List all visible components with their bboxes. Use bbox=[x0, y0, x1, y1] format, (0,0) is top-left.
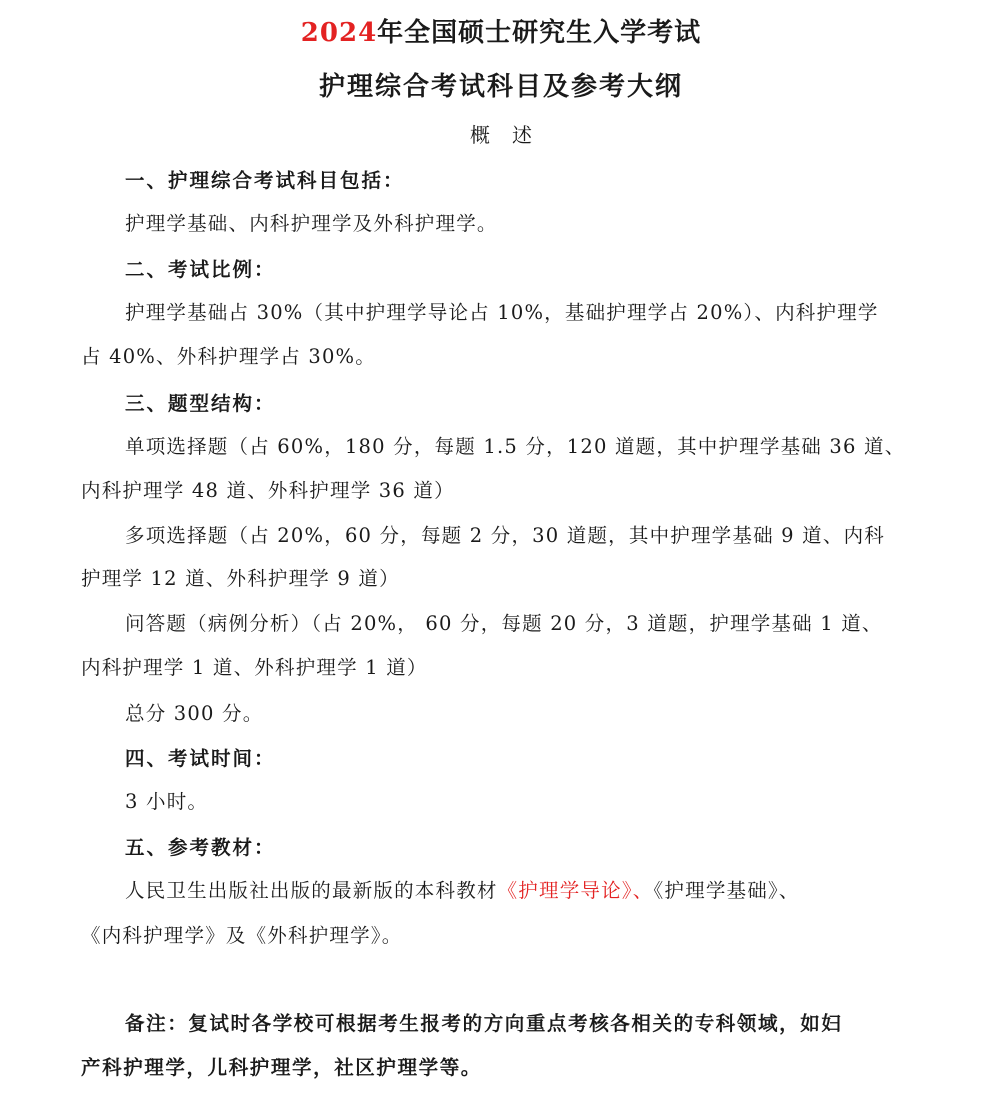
textbook-intro: 人民卫生出版社出版的最新版的本科教材 bbox=[125, 879, 498, 902]
section1-body: 护理学基础、内科护理学及外科护理学。 bbox=[125, 212, 498, 235]
section2-heading: 二、考试比例： bbox=[125, 258, 276, 281]
section5-heading: 五、参考教材： bbox=[125, 836, 276, 859]
qa-line2: 内科护理学 1 道、外科护理学 1 道） bbox=[81, 656, 428, 679]
section4-body: 3 小时。 bbox=[125, 790, 209, 813]
document-title-line2: 护理综合考试科目及参考大纲 bbox=[318, 72, 683, 102]
document-title-line1 bbox=[0, 16, 1002, 50]
title-year: 2024 bbox=[300, 18, 378, 48]
section4-heading: 四、考试时间： bbox=[125, 747, 276, 770]
note-line2: 产科护理学，儿科护理学，社区护理学等。 bbox=[81, 1056, 482, 1079]
multi-choice-line2: 护理学 12 道、外科护理学 9 道） bbox=[81, 567, 400, 590]
title-line1-rest: 年全国硕士研究生入学考试 bbox=[377, 18, 702, 48]
section1-heading: 一、护理综合考试科目包括： bbox=[125, 169, 405, 192]
single-choice-line2: 内科护理学 48 道、外科护理学 36 道） bbox=[81, 479, 455, 502]
section5-body-line2: 《内科护理学》及《外科护理学》。 bbox=[81, 924, 403, 947]
overview-heading: 概述 bbox=[470, 123, 554, 147]
section5-body-line1 bbox=[125, 876, 800, 906]
section2-body-line2: 占 40%、外科护理学占 30%。 bbox=[81, 345, 376, 368]
total-score: 总分 300 分。 bbox=[125, 702, 264, 725]
textbook-nursing-basics: 《护理学基础》、 bbox=[653, 879, 800, 902]
note-line1: 备注：复试时各学校可根据考生报考的方向重点考核各相关的专科领域，如妇 bbox=[125, 1012, 843, 1035]
section2-body-line1: 护理学基础占 30%（其中护理学导论占 10%，基础护理学占 20%）、内科护理学 bbox=[125, 301, 879, 324]
qa-line1: 问答题（病例分析）（占 20%， 60 分，每题 20 分，3 道题，护理学基础 1 道、 bbox=[125, 612, 883, 635]
multi-choice-line1: 多项选择题（占 20%，60 分，每题 2 分，30 道题，其中护理学基础 9 道、内科 bbox=[125, 524, 885, 547]
textbook-nursing-intro: 《护理学导论》、 bbox=[497, 879, 654, 902]
single-choice-line1: 单项选择题（占 60%，180 分，每题 1.5 分，120 道题，其中护理学基础 36 道、 bbox=[125, 435, 906, 458]
section3-heading: 三、题型结构： bbox=[125, 392, 276, 415]
